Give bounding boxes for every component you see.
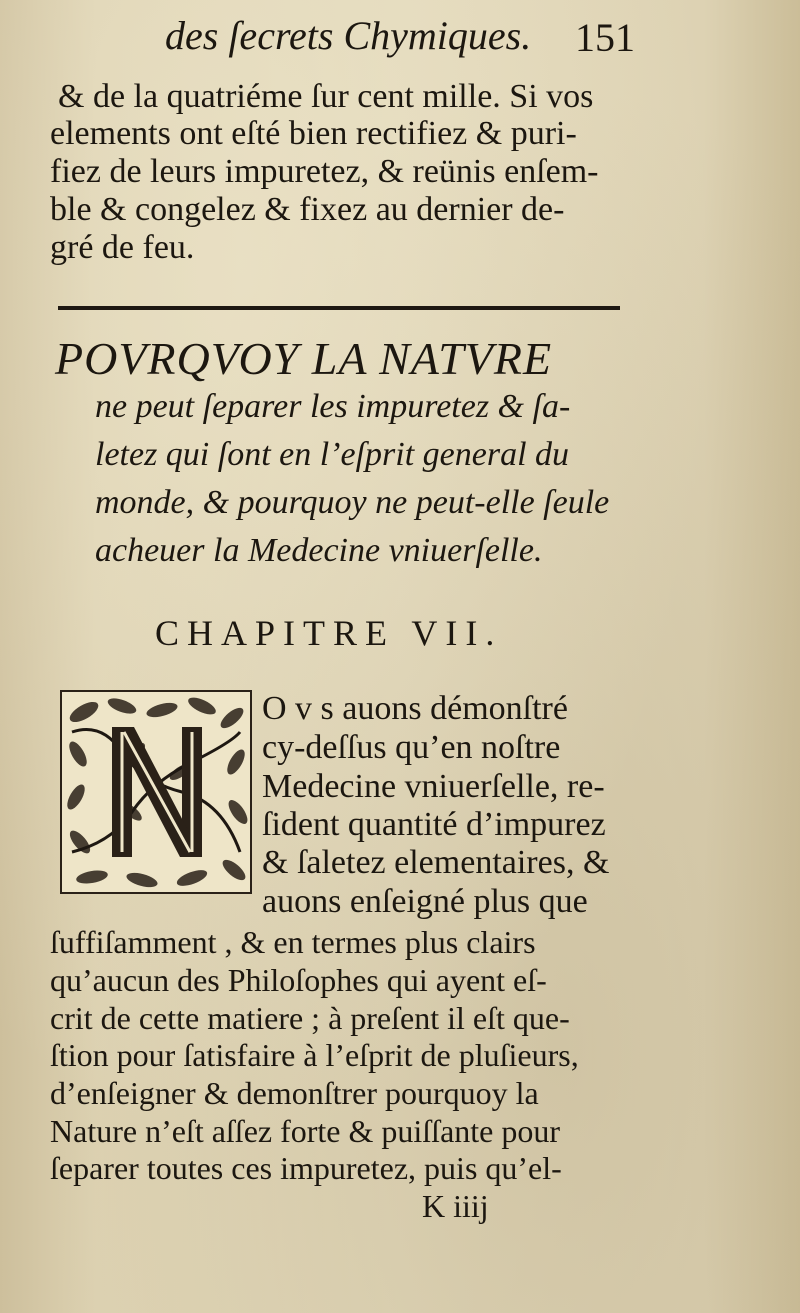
text-line: gré de feu. — [50, 229, 195, 266]
text-line: O v s auons démonſtré — [262, 690, 568, 727]
chapter-heading: CHAPITRE VII. — [155, 613, 503, 653]
text-line: elements ont eſté bien rectifiez & puri- — [50, 115, 577, 152]
text-line: & de la quatriéme ſur cent mille. Si vos — [58, 78, 594, 115]
foliage-ornament-icon — [62, 692, 250, 892]
catchword: K iiij — [422, 1188, 489, 1224]
chapter-subtitle-line: ne peut ſeparer les impuretez & ſa- — [95, 388, 571, 425]
text-line: d’enſeigner & demonſtrer pourquoy la — [50, 1075, 539, 1111]
decorated-initial — [60, 690, 252, 894]
chapter-subtitle-line: monde, & pourquoy ne peut-elle ſeule — [95, 484, 610, 521]
page-number: 151 — [575, 15, 635, 60]
text-line: & ſaletez elementaires, & — [262, 844, 610, 881]
text-line: crit de cette matiere ; à preſent il eſt que- — [50, 1000, 570, 1036]
text-line: cy-deſſus qu’en noſtre — [262, 729, 561, 766]
text-line: fiez de leurs impuretez, & reünis enſem- — [50, 153, 599, 190]
text-line: Nature n’eſt aſſez forte & puiſſante pour — [50, 1113, 561, 1149]
text-line: ſeparer toutes ces impuretez, puis qu’el- — [50, 1150, 562, 1186]
chapter-title: POVRQVOY LA NATVRE — [55, 333, 553, 384]
section-rule — [58, 306, 620, 310]
text-line: Medecine vniuerſelle, re- — [262, 768, 605, 805]
text-line: qu’aucun des Philoſophes qui ayent eſ- — [50, 962, 547, 998]
text-line: ſuffiſamment , & en termes plus clairs — [50, 924, 536, 960]
running-title: des ſecrets Chymiques. — [165, 13, 532, 58]
chapter-subtitle-line: acheuer la Medecine vniuerſelle. — [95, 532, 543, 569]
text-line: ſident quantité d’impurez — [262, 806, 606, 843]
text-line: ble & congelez & fixez au dernier de- — [50, 191, 565, 228]
text-line: auons enſeigné plus que — [262, 883, 588, 920]
chapter-subtitle-line: letez qui ſont en l’eſprit general du — [95, 436, 570, 473]
text-line: ſtion pour ſatisfaire à l’eſprit de pluſieurs, — [50, 1037, 579, 1073]
